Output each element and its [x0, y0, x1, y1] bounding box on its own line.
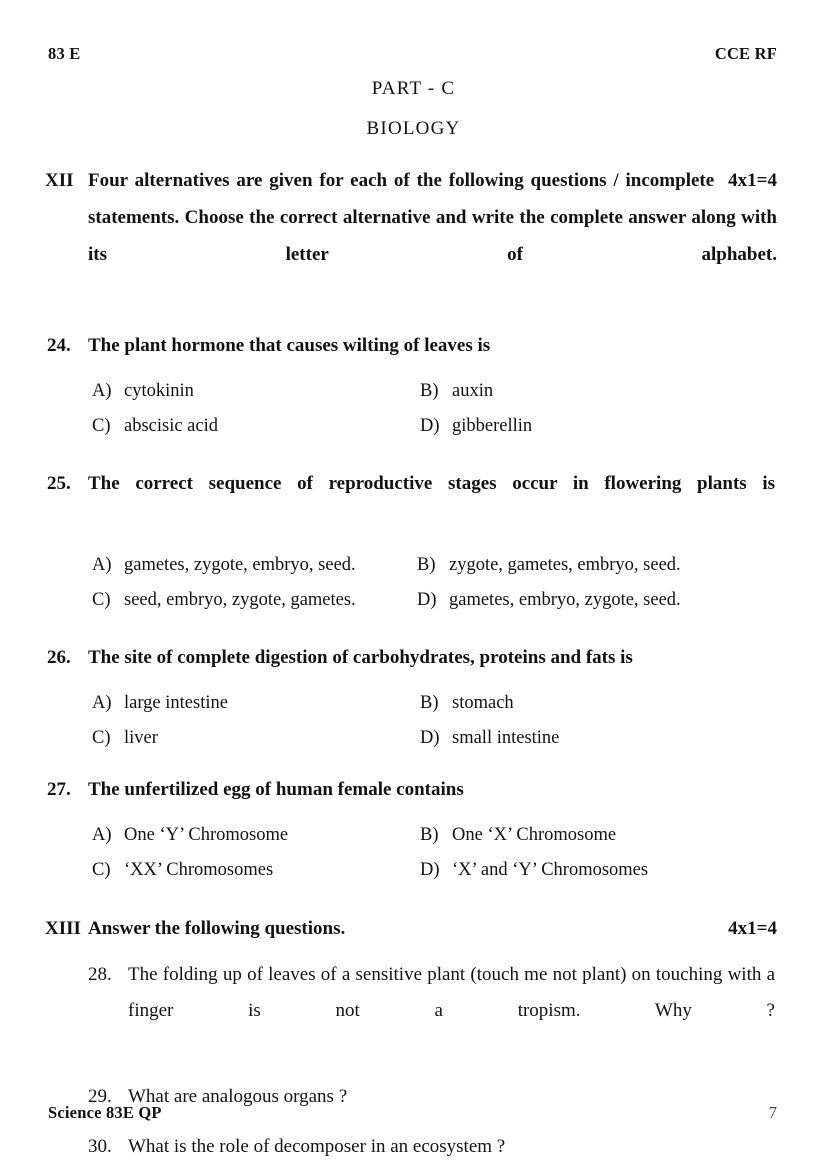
question-27 [0, 772, 827, 808]
question-number: 25. [47, 473, 71, 494]
paper-code-left: 83 E [48, 44, 81, 63]
option-row [92, 721, 827, 756]
question-number: 28. [88, 964, 112, 985]
subject-title: BIOLOGY [366, 118, 461, 139]
option-row [92, 818, 827, 853]
option-text: seed, embryo, zygote, gametes. [124, 590, 356, 610]
option-text: ‘XX’ Chromosomes [124, 860, 274, 880]
option-label: A) [92, 555, 112, 575]
question-stem: What are analogous organs ? [128, 1086, 348, 1107]
option-a[interactable] [92, 818, 420, 853]
option-row [92, 409, 827, 444]
section-instruction-text: Answer the following questions. [88, 918, 346, 939]
section-instruction-xiii [0, 910, 827, 947]
option-text: One ‘Y’ Chromosome [124, 825, 289, 845]
question-number: 26. [47, 647, 71, 668]
option-text: cytokinin [124, 381, 194, 401]
question-stem: The correct sequence of reproductive stages occur in flowering plants is [88, 473, 775, 494]
option-label: B) [420, 381, 439, 401]
option-text: ‘X’ and ‘Y’ Chromosomes [452, 860, 649, 880]
question-number: 24. [47, 335, 71, 356]
section-marks-xii: 4x1=4 [728, 170, 777, 191]
option-c[interactable] [92, 583, 417, 618]
question-number: 27. [47, 779, 71, 800]
option-text: zygote, gametes, embryo, seed. [449, 555, 681, 575]
option-b[interactable] [420, 374, 493, 409]
option-text: gametes, zygote, embryo, seed. [124, 555, 356, 575]
option-label: C) [92, 728, 111, 748]
question-number: 30. [88, 1136, 112, 1157]
option-text: gibberellin [452, 416, 533, 436]
option-text: One ‘X’ Chromosome [452, 825, 617, 845]
option-row [92, 374, 827, 409]
question-28 [0, 957, 827, 1065]
option-c[interactable] [92, 853, 420, 888]
paper-code-right: CCE RF [714, 44, 777, 63]
options-25 [0, 548, 827, 618]
part-title: PART - C [371, 78, 456, 99]
option-label: D) [420, 416, 440, 436]
question-number: 29. [88, 1086, 112, 1107]
option-c[interactable] [92, 409, 420, 444]
footer-paper-label: Science 83E QP [48, 1103, 162, 1122]
option-text: small intestine [452, 728, 560, 748]
options-24 [0, 374, 827, 444]
option-b[interactable] [417, 548, 681, 583]
section-text-xiii [88, 910, 777, 947]
option-label: C) [92, 416, 111, 436]
option-c[interactable] [92, 721, 420, 756]
option-label: A) [92, 381, 112, 401]
options-27 [0, 818, 827, 888]
option-label: B) [420, 825, 439, 845]
question-24 [0, 328, 827, 364]
section-instruction-xii [0, 162, 827, 310]
option-label: C) [92, 590, 111, 610]
question-stem: What is the role of decomposer in an ecosystem ? [128, 1136, 506, 1157]
option-label: A) [92, 825, 112, 845]
question-body [0, 162, 827, 1165]
option-label: C) [92, 860, 111, 880]
section-text-xii [88, 162, 777, 310]
option-row [92, 583, 827, 618]
option-label: D) [420, 728, 440, 748]
question-30 [0, 1129, 827, 1165]
question-26 [0, 640, 827, 676]
option-d[interactable] [420, 721, 559, 756]
option-label: B) [420, 693, 439, 713]
option-row [92, 686, 827, 721]
section-instruction-text: Four alternatives are given for each of the following questions / incomplete statements. Choose the correct alternative and write the complete answer along with its letter of alphabet. [88, 170, 777, 265]
page-number: 7 [768, 1103, 777, 1122]
option-b[interactable] [420, 686, 514, 721]
option-text: stomach [452, 693, 514, 713]
option-b[interactable] [420, 818, 616, 853]
question-stem: The site of complete digestion of carbohydrates, proteins and fats is [88, 647, 633, 668]
option-a[interactable] [92, 374, 420, 409]
question-stem: The plant hormone that causes wilting of leaves is [88, 335, 491, 356]
option-a[interactable] [92, 686, 420, 721]
option-text: large intestine [124, 693, 228, 713]
section-roman-xiii: XIII [45, 918, 81, 939]
option-text: abscisic acid [124, 416, 218, 436]
section-marks-xiii: 4x1=4 [728, 918, 777, 939]
option-label: D) [420, 860, 440, 880]
option-text: liver [124, 728, 158, 748]
question-stem: The folding up of leaves of a sensitive plant (touch me not plant) on touching with a finger is not a tropism. Why ? [128, 964, 775, 1021]
option-label: B) [417, 555, 436, 575]
option-label: A) [92, 693, 112, 713]
option-d[interactable] [420, 853, 648, 888]
option-d[interactable] [417, 583, 681, 618]
question-stem: The unfertilized egg of human female contains [88, 779, 464, 800]
section-roman-xii: XII [45, 170, 74, 191]
option-text: gametes, embryo, zygote, seed. [449, 590, 681, 610]
options-26 [0, 686, 827, 756]
question-25 [0, 466, 827, 538]
option-text: auxin [452, 381, 494, 401]
page-footer [48, 1103, 777, 1123]
option-row [92, 548, 827, 583]
option-label: D) [417, 590, 437, 610]
option-row [92, 853, 827, 888]
page-header [48, 44, 777, 64]
option-a[interactable] [92, 548, 417, 583]
option-d[interactable] [420, 409, 532, 444]
